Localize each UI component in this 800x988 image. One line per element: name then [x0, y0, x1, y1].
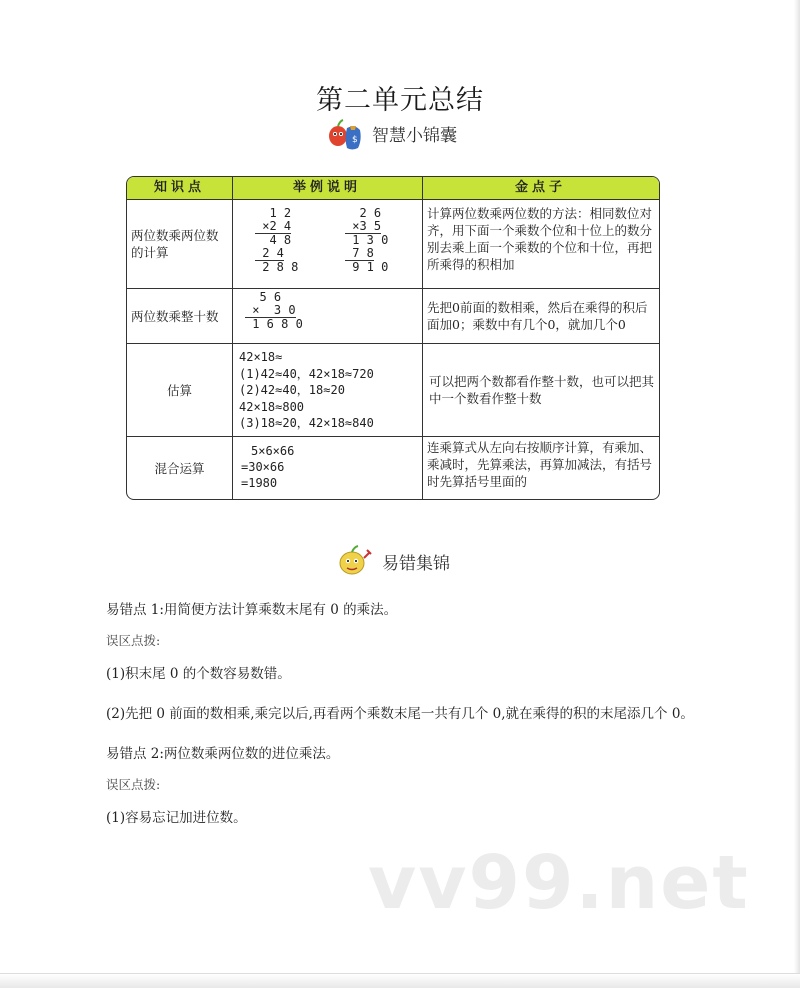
section-heading-wisdom [326, 116, 457, 150]
calc-line: 1 2 [255, 206, 292, 220]
example-line: (2)42≈40，18≈20 [239, 383, 345, 397]
table-row-topic: 两位数乘两位数的计算 [131, 228, 219, 260]
misconception-label: 误区点拨: [106, 777, 161, 792]
calc-example-a [255, 207, 298, 274]
mistake-point-2: 易错点 2:两位数乘两位数的进位乘法。 [106, 746, 340, 762]
table-row-tip: 先把0前面的数相乘，然后在乘得的积后面加0；乘数中有几个0，就加几个0 [427, 300, 648, 332]
table-divider [232, 177, 233, 499]
example-line: 42×18≈ [239, 350, 283, 364]
calc-line: 1 3 0 [345, 233, 389, 247]
page-edge-shadow [794, 0, 800, 988]
calc-example-c [245, 291, 303, 331]
calc-line: 9 1 0 [345, 260, 389, 274]
calc-line: 4 8 [255, 233, 292, 247]
header-topic: 知识点 [153, 180, 205, 195]
table-header-row [127, 177, 659, 200]
calc-example-b [345, 207, 388, 274]
calc-line: 1 6 8 0 [245, 317, 303, 331]
apple-mascot-icon [336, 544, 374, 578]
apple-bag-mascot-icon [326, 116, 364, 150]
mistake-point-1: 易错点 1:用简便方法计算乘数末尾有 0 的乘法。 [106, 602, 398, 618]
example-line: 42×18≈800 [239, 399, 305, 414]
calc-line: ×3 5 [345, 219, 382, 233]
table-row-topic: 两位数乘整十数 [131, 308, 219, 324]
section-label-mistakes: 易错集锦 [382, 553, 450, 574]
calc-line: 7 8 [345, 246, 374, 260]
estimate-example [239, 349, 419, 432]
example-line: =30×66 [241, 460, 285, 474]
table-row-tip: 连乘算式从左向右按顺序计算，有乘加、乘减时，先算乘法，再算加减法，有括号时先算括号里面的 [427, 440, 653, 489]
calc-line: × 3 0 [245, 303, 296, 317]
calc-line: 5 6 [245, 290, 282, 304]
page-title: 第二单元总结 [316, 85, 484, 116]
section-heading-mistakes [336, 544, 450, 578]
misconception-item: (2)先把 0 前面的数相乘,乘完以后,再看两个乘数末尾一共有几个 0,就在乘得的积的末尾添几个 0。 [106, 706, 694, 722]
watermark: vv99.net [368, 840, 750, 926]
header-example: 举例说明 [292, 180, 361, 195]
calc-line: 2 4 [255, 246, 284, 260]
misconception-label: 误区点拨: [106, 633, 161, 648]
calc-line: 2 8 8 [255, 260, 299, 274]
calc-line: 2 6 [345, 206, 382, 220]
example-line: (1)42≈40，42×18≈720 [239, 366, 374, 381]
table-row-topic: 混合运算 [154, 460, 205, 476]
table-row-topic: 估算 [166, 382, 192, 398]
section-label-wisdom: 智慧小锦囊 [372, 125, 457, 146]
header-tip: 金点子 [514, 180, 566, 195]
mixed-example [241, 443, 411, 491]
example-line: (3)18≈20，42×18≈840 [239, 416, 374, 430]
table-divider [422, 177, 423, 499]
misconception-item: (1)积末尾 0 的个数容易数错。 [106, 666, 291, 682]
example-line: 5×6×66 [251, 444, 295, 458]
example-line: =1980 [241, 476, 278, 490]
table-row-tip: 计算两位数乘两位数的方法：相同数位对齐，用下面一个乘数个位和十位上的数分别去乘上面一个乘数的个位和十位，再把所乘得的积相加 [427, 206, 653, 272]
calc-line: ×2 4 [255, 219, 292, 233]
page-edge-shadow [0, 973, 800, 988]
table-row-tip: 可以把两个数都看作整十数，也可以把其中一个数看作整十数 [429, 374, 655, 406]
svg-text:$: $ [352, 135, 358, 145]
misconception-item: (1)容易忘记加进位数。 [106, 810, 247, 826]
summary-table [126, 176, 660, 500]
